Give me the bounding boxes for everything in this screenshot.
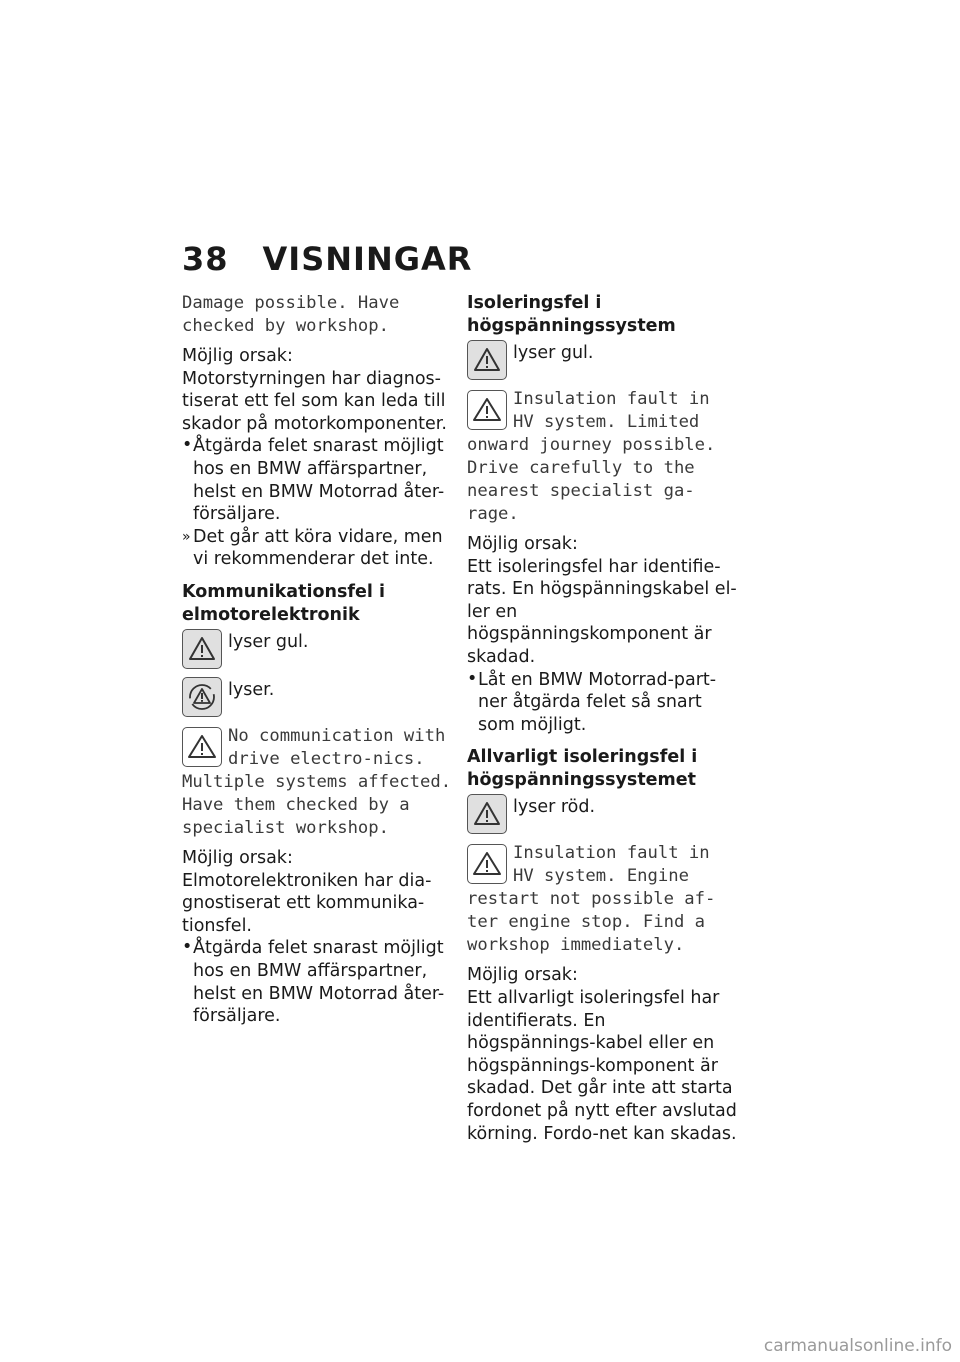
indicator-row [467, 794, 739, 834]
display-message: Insulation fault in HV system. Limited onward journey possible. Drive carefully to the nearest specialist ga-rage. [467, 389, 716, 524]
warning-triangle-icon [182, 629, 222, 669]
display-message: No communication with drive electro-nics. Multiple systems affected. Have them checked by a specialist workshop. [182, 725, 452, 838]
page-title: VISNINGAR [262, 240, 473, 278]
action-bullet: • Låt en BMW Motorrad-part-ner åtgärda felet så snart som möjligt. [467, 668, 717, 735]
warning-triangle-icon [467, 340, 507, 380]
warning-triangle-outline-icon [182, 727, 222, 767]
indicator-state: lyser gul. [513, 343, 594, 363]
warning-triangle-outline-icon [467, 844, 507, 884]
cause-text: Motorstyrningen har diagnos-tiserat ett fel som kan leda till skador på motorkomponenter. [182, 368, 447, 434]
action-bullet: • Åtgärda felet snarast möjligt hos en BMW affärspartner, helst en BMW Motorrad åter-försäljare. [182, 435, 445, 525]
cause-text: Elmotorelektroniken har dia-gnostiserat ett kommunika-tionsfel. [182, 870, 432, 936]
page-number: 38 [182, 240, 229, 278]
indicator-row [182, 629, 452, 669]
cause-label: Möjlig orsak: [182, 346, 293, 366]
left-column [182, 292, 452, 1028]
cause-label: Möjlig orsak: [467, 534, 578, 554]
warning-triangle-outline-icon [467, 390, 507, 430]
cause-text: Ett isoleringsfel har identifie-rats. En högspänningskabel el-ler en högspänningskomponent är skadad. [467, 556, 737, 667]
cause-text: Ett allvarligt isoleringsfel har identifierats. En högspännings-kabel eller en högspännings-komponent är skadad. Det går inte att starta fordonet på nytt efter avslutad körning. Fordo-net kan skadas. [467, 987, 737, 1144]
indicator-state: lyser gul. [228, 631, 309, 652]
indicator-state: lyser. [228, 679, 275, 700]
display-message-continued: Damage possible. Have checked by workshop. [182, 293, 400, 336]
warning-triangle-cycle-icon [182, 677, 222, 717]
note-arrow: » Det går att köra vidare, men vi rekommenderar det inte. [182, 526, 443, 570]
display-message-block [182, 725, 452, 847]
section-heading-communication-fault: Kommunikationsfel i elmotorelektronik [182, 581, 385, 625]
cause-label: Möjlig orsak: [182, 847, 293, 868]
display-message: Insulation fault in HV system. Engine restart not possible af-ter engine stop. Find a workshop immediately. [467, 843, 716, 956]
page-header [182, 240, 472, 278]
indicator-row [467, 340, 739, 380]
action-bullet: • Åtgärda felet snarast möjligt hos en BMW affärspartner, helst en BMW Motorrad åter-försäljare. [182, 937, 445, 1027]
watermark: carmanualsonline.info [763, 1336, 952, 1356]
indicator-row [182, 677, 452, 717]
cause-label: Möjlig orsak: [467, 965, 578, 986]
section-heading-insulation-fault: Isoleringsfel i högspänningssystem [467, 293, 676, 336]
section-heading-serious-insulation-fault: Allvarligt isoleringsfel i högspänningssystemet [467, 747, 698, 791]
warning-triangle-icon [467, 794, 507, 834]
display-message-block [467, 842, 739, 964]
right-column [467, 292, 739, 1145]
display-message-block [467, 388, 739, 533]
indicator-state: lyser röd. [513, 797, 596, 818]
